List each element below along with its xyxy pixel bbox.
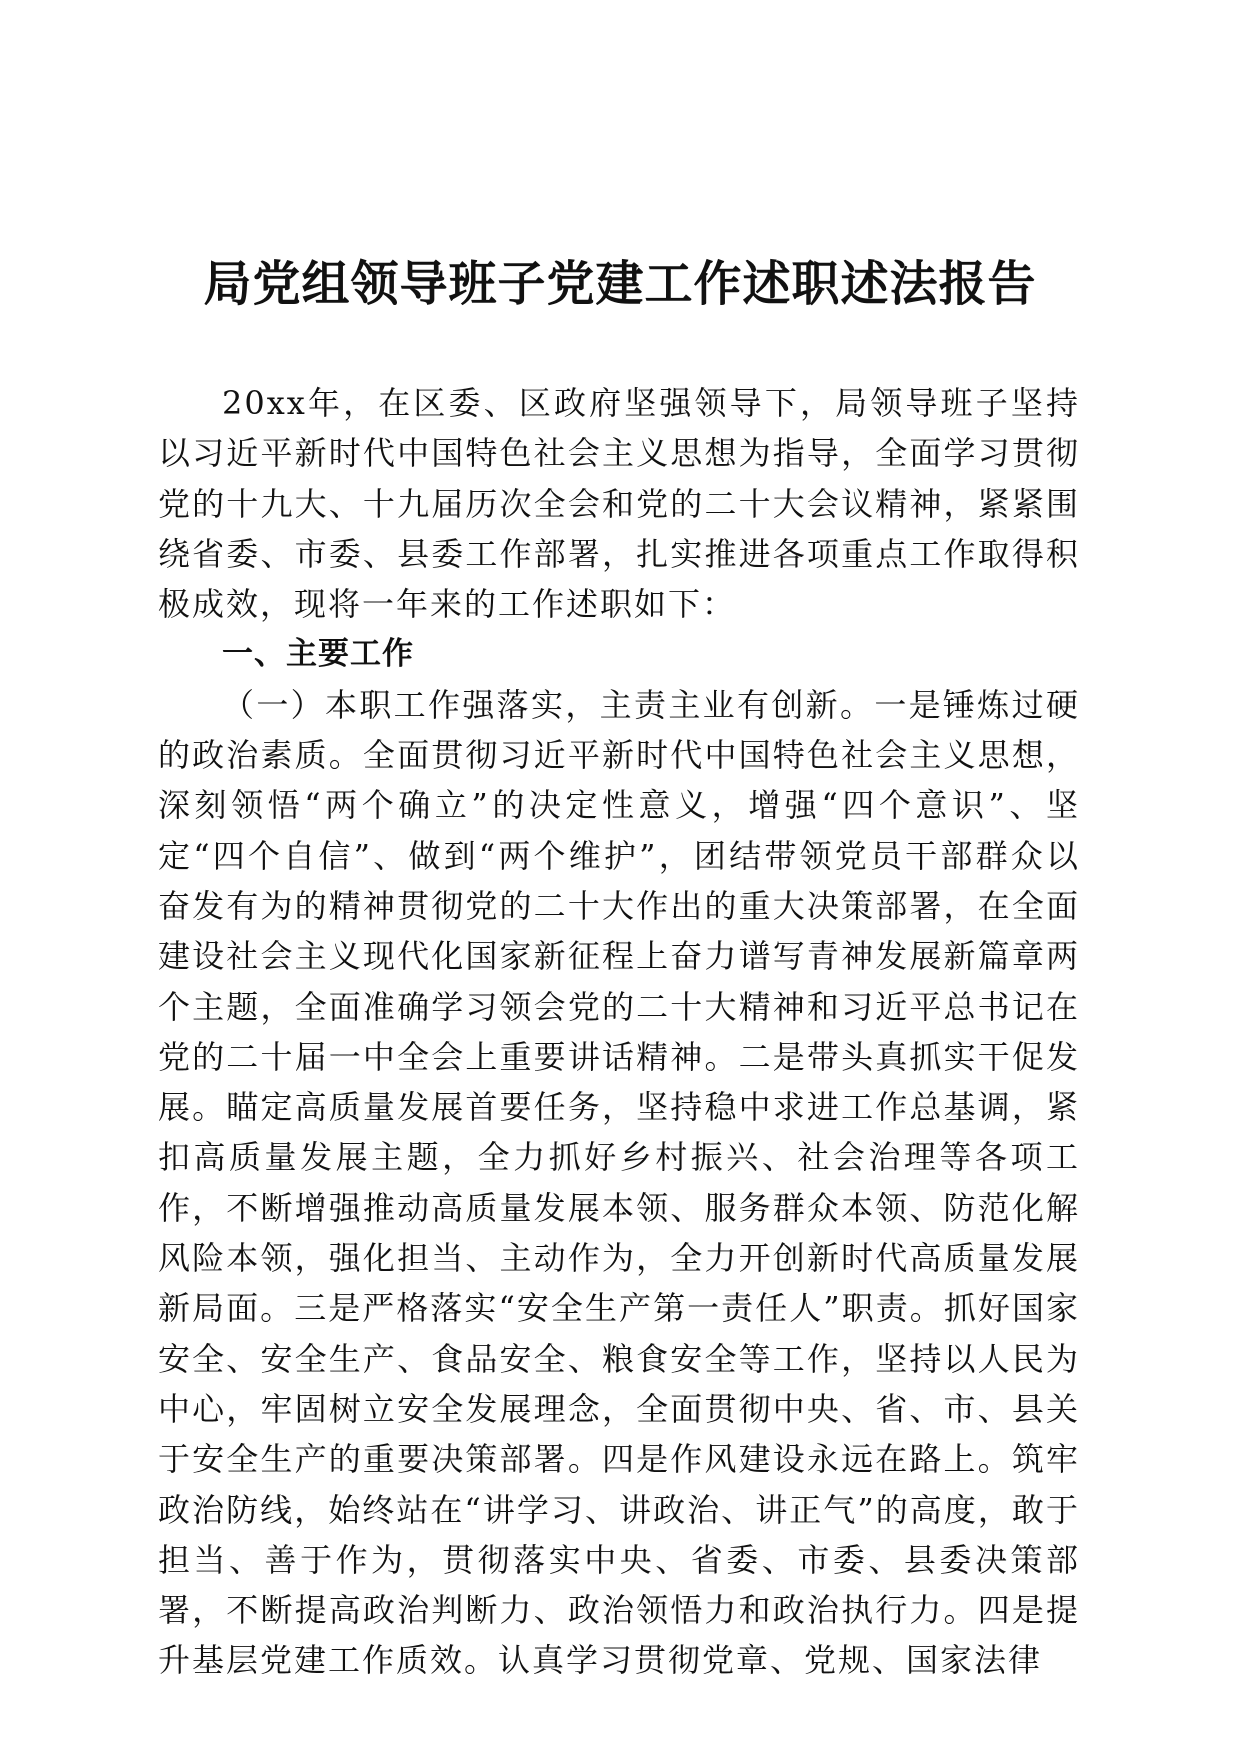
subsection-body: 一是锤炼过硬的政治素质。全面贯彻习近平新时代中国特色社会主义思想，深刻领悟“两个确立”的决定性意义，增强“四个意识”、坚定“四个自信”、做到“两个维护”，团结带领党员干部群众以奋发有为的精神贯彻党的二十大作出的重大决策部署，在全面建设社会主义现代化国家新征程上奋力谱写青神发展新篇章两个主题，全面准确学习领会党的二十大精神和习近平总书记在党的二十届一中全会上重要讲话精神。二是带头真抓实干促发展。瞄定高质量发展首要任务，坚持稳中求进工作总基调，紧扣高质量发展主题，全力抓好乡村振兴、社会治理等各项工作，不断增强推动高质量发展本领、服务群众本领、防范化解风险本领，强化担当、主动作为，全力开创新时代高质量发展新局面。三是严格落实“安全生产第一责任人”职责。抓好国家安全、安全生产、食品安全、粮食安全等工作，坚持以人民为中心，牢固树立安全发展理念，全面贯彻中央、省、市、县关于安全生产的重要决策部署。四是作风建设永远在路上。筑牢政治防线，始终站在“讲学习、讲政治、讲正气”的高度，敢于担当、善于作为，贯彻落实中央、省委、市委、县委决策部署，不断提高政治判断力、政治领悟力和政治执行力。四是提升基层党建工作质效。认真学习贯彻党章、党规、国家法律 — [158, 685, 1080, 1680]
document-body — [158, 378, 1080, 1686]
intro-paragraph: 20xx年，在区委、区政府坚强领导下，局领导班子坚持以习近平新时代中国特色社会主义思想为指导，全面学习贯彻党的十九大、十九届历次全会和党的二十大会议精神，紧紧围绕省委、市委、县委工作部署，扎实推进各项重点工作取得积极成效，现将一年来的工作述职如下： — [158, 384, 1080, 624]
section-heading-main-work: 一、主要工作 — [222, 636, 414, 673]
subsection-heading: （一）本职工作强落实，主责主业有创新。 — [222, 685, 875, 724]
subsection-paragraph — [158, 680, 1080, 1686]
document-title: 局党组领导班子党建工作述职述法报告 — [203, 256, 1037, 312]
